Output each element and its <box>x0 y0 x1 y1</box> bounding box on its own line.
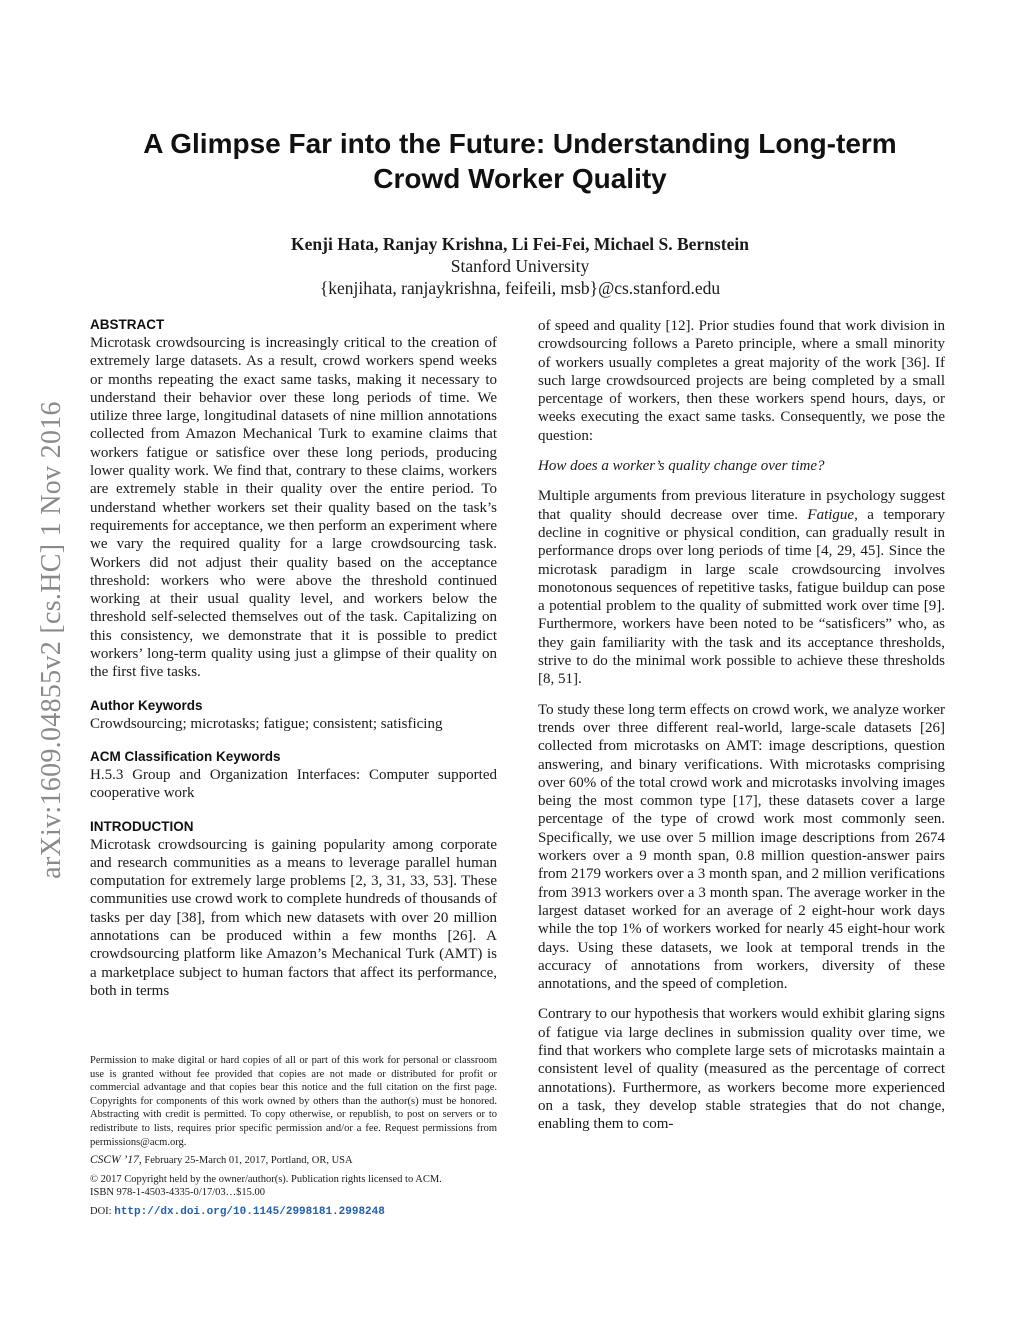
author-names: Kenji Hata, Ranjay Krishna, Li Fei-Fei, Michael S. Bernstein <box>291 234 749 254</box>
acm-classification-heading: ACM Classification Keywords <box>90 748 281 764</box>
affiliation: Stanford University <box>450 256 590 276</box>
conference-details: February 25-March 01, 2017, Portland, OR, USA <box>144 1155 353 1167</box>
para2-before: Multiple arguments from previous literature in psychology suggest that quality should decrease over time. <box>538 488 945 523</box>
acm-classification-text: H.5.3 Group and Organization Interfaces: Computer supported cooperative work <box>90 766 497 802</box>
abstract-text: Microtask crowdsourcing is increasingly critical to the creation of extremely large datasets. As a result, crowd workers spend weeks or months repeating the exact same tasks, making it necessary to understand their behavior over these long periods of time. We utilize three large, longitudinal datasets of nine million annotations collected from Amazon Mechanical Turk to examine claims that workers fatigue or satisfice over these long periods, producing lower quality work. We find that, contrary to these claims, workers are extremely stable in their quality over the entire period. To understand whether workers set their quality based on the task’s requirements for acceptance, we then perform an experiment where we vary the required quality for a large crowdsourcing task. Workers did not adjust their quality based on the acceptance threshold: workers who were above the threshold continued working at their usual quality level, and workers below the threshold self-selected themselves out of the task. Capitalizing on this consistency, we demonstrate that it is possible to predict workers’ long-term quality using just a glimpse of their quality on the first five tasks. <box>90 335 497 681</box>
doi-link[interactable]: http://dx.doi.org/10.1145/2998181.2998248 <box>114 1205 385 1218</box>
right-paragraph-3: To study these long term effects on crowd work, we analyze worker trends over three different real-world, large-scale datasets [26] collected from microtasks on AMT: image descriptions, question answering, and binary verifications. With microtasks comprising over 60% of the total crowd work and microtasks involving images being the most common type [17], these datasets cover a large percentage of the type of crowd work most commonly seen. Specifically, we use over 5 million image descriptions from 2674 workers over a 9 month span, 0.8 million question-answer pairs from 2179 workers over a 3 month span, and 2 million verifications from 3913 workers over a 3 month span. The average worker in the largest dataset worked for an average of 2 eight-hour work days while the top 1% of workers worked for nearly 45 eight-hour work days. Using these datasets, we look at temporal trends in the accuracy of annotations from workers, diversity of these annotations, and the speed of completion. <box>538 701 945 993</box>
arxiv-stamp: arXiv:1609.04855v2 [cs.HC] 1 Nov 2016 <box>36 401 67 879</box>
fatigue-term: Fatigue <box>807 506 855 523</box>
paper-title <box>80 126 960 196</box>
left-column <box>90 316 497 1000</box>
doi-line <box>90 1205 497 1220</box>
right-column <box>538 317 945 1133</box>
right-paragraph-1: of speed and quality [12]. Prior studies found that work division in crowdsourcing follows a Pareto principle, where a small minority of workers usually completes a great majority of the work [36]. If such large crowdsourced projects are being completed by a small percentage of workers, then these workers spend hours, days, or weeks executing the exact same tasks. Consequently, we pose the question: <box>538 318 945 444</box>
author-keywords-heading: Author Keywords <box>90 697 203 713</box>
title-line-1: A Glimpse Far into the Future: Understanding Long-term <box>143 128 897 159</box>
conference-line <box>90 1154 497 1168</box>
author-block <box>80 233 960 299</box>
copyright-line: © 2017 Copyright held by the owner/author(s). Publication rights licensed to ACM. <box>90 1173 442 1185</box>
author-emails: {kenjihata, ranjaykrishna, feifeili, msb}@cs.stanford.edu <box>319 278 721 298</box>
introduction-heading: INTRODUCTION <box>90 818 194 834</box>
permission-notice: Permission to make digital or hard copies of all or part of this work for personal or classroom use is granted without fee provided that copies are not made or distributed for profit or commercial advantage and that copies bear this notice and the full citation on the first page. Copyrights for components of this work owned by others than the author(s) must be honored. Abstracting with credit is permitted. To copy otherwise, or republish, to post on servers or to redistribute to lists, requires prior specific permission and/or a fee. Request permissions from permissions@acm.org. <box>90 1055 497 1148</box>
para2-after: , a temporary decline in cognitive or physical condition, can gradually result in performance drops over long periods of time [4, 29, 45]. Since the microtask paradigm in large scale crowdsourcing involves monotonous sequences of repetitive tasks, fatigue buildup can pose a potential problem to the quality of submitted work over time [9]. Furthermore, workers have been noted to be “satisficers” who, as they gain familiarity with the task and its acceptance thresholds, strive to do the minimal work possible to achieve these thresholds [8, 51]. <box>538 506 945 688</box>
introduction-text: Microtask crowdsourcing is gaining popularity among corporate and research communities as a means to leverage parallel human computation for extremely large problems [2, 3, 31, 33, 53]. These communities use crowd work to complete hundreds of thousands of tasks per day [38], from which new datasets with over 20 million annotations can be produced within a few months [26]. A crowdsourcing platform like Amazon’s Mechanical Turk (AMT) is a marketplace subject to human factors that affect its performance, both in terms <box>90 836 497 999</box>
permission-block <box>90 1054 497 1220</box>
abstract-heading: ABSTRACT <box>90 317 165 332</box>
right-paragraph-4: Contrary to our hypothesis that workers would exhibit glaring signs of fatigue via large declines in submission quality over time, we find that workers who complete large sets of microtasks maintain a consistent level of quality (measured as the percentage of correct annotations). Furthermore, as workers become more experienced on a task, they develop stable strategies that do not change, enabling them to com- <box>538 1006 945 1133</box>
doi-label: DOI: <box>90 1205 112 1217</box>
isbn-line: ISBN 978-1-4503-4335-0/17/03…$15.00 <box>90 1187 265 1199</box>
title-line-2: Crowd Worker Quality <box>373 163 667 194</box>
author-keywords-text: Crowdsourcing; microtasks; fatigue; consistent; satisficing <box>90 715 443 732</box>
right-paragraph-2 <box>538 487 945 688</box>
research-question: How does a worker’s quality change over time? <box>538 458 825 475</box>
conference-name: CSCW ’17, <box>90 1154 142 1167</box>
